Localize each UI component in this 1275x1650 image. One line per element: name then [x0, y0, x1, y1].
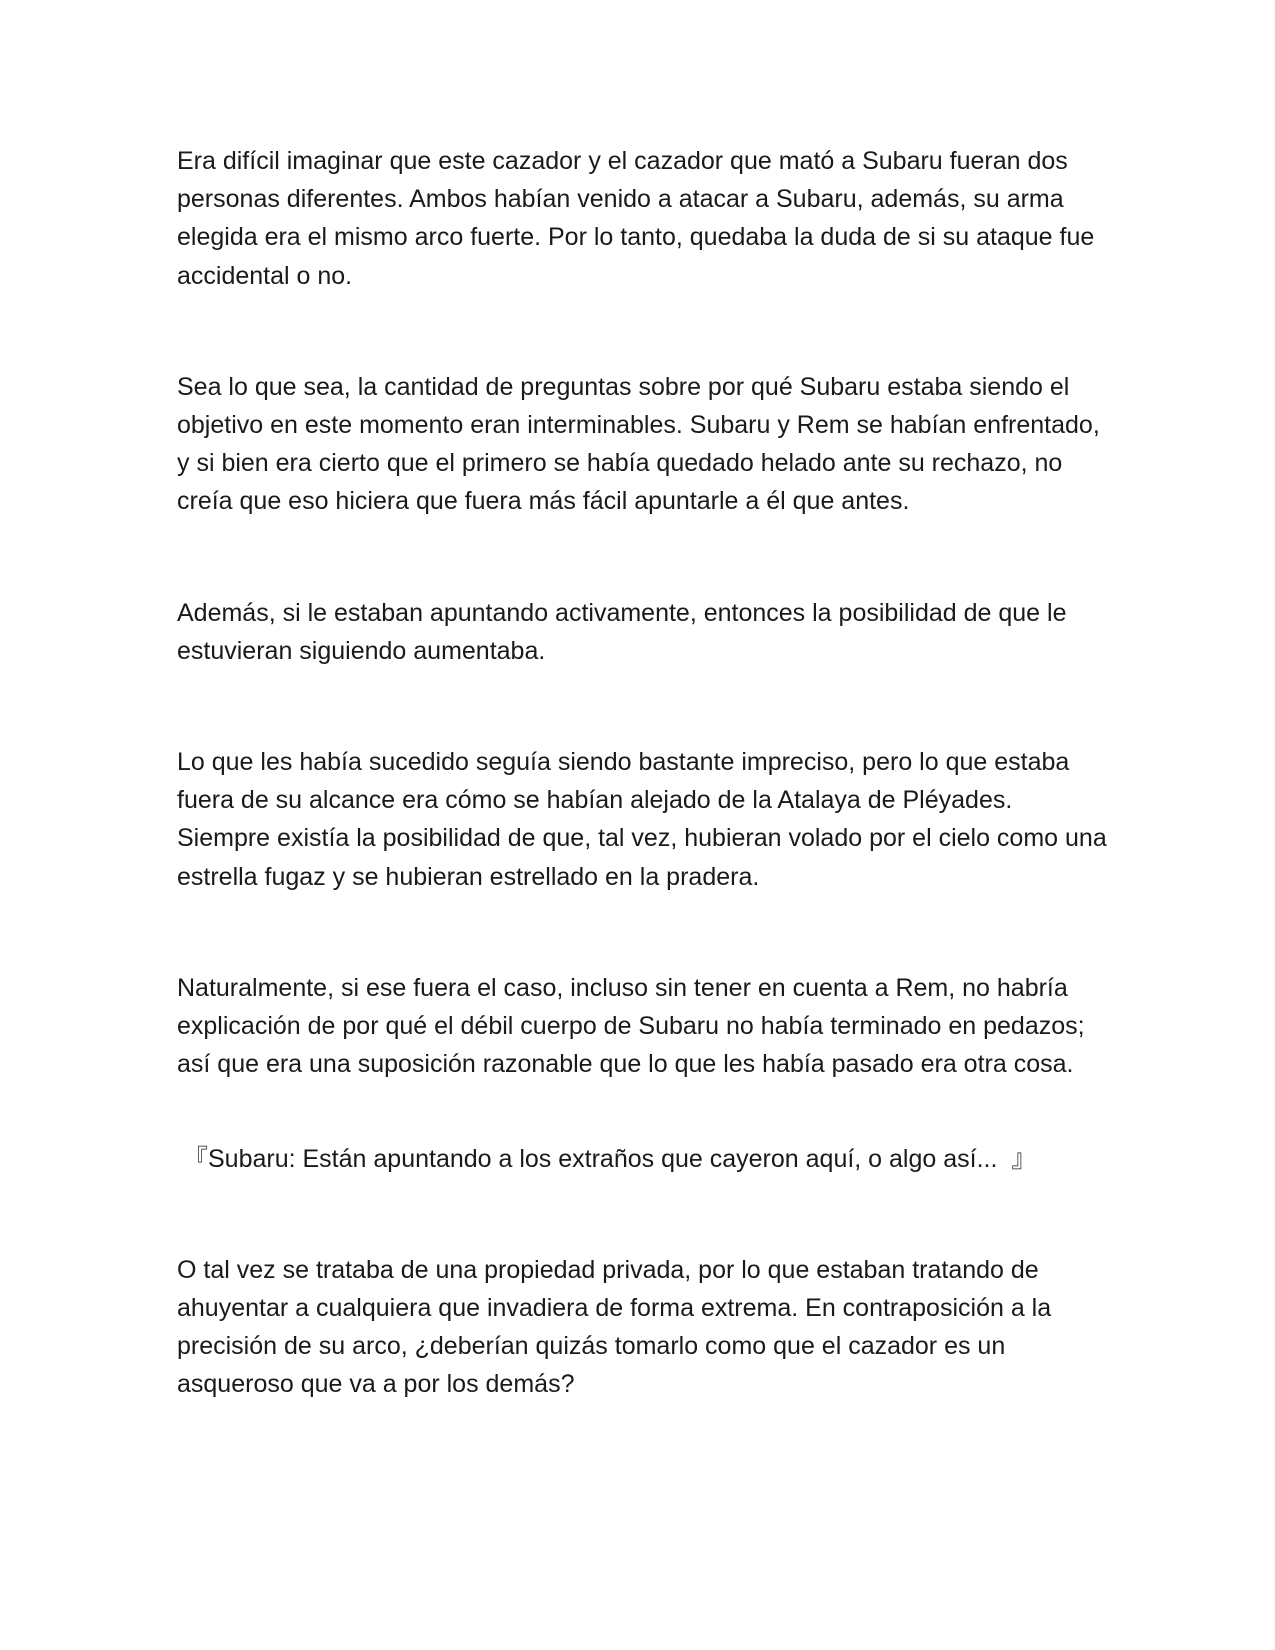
paragraph-3: Además, si le estaban apuntando activamente, entonces la posibilidad de que le estuvieran siguiendo aumentaba. [177, 598, 1067, 665]
paragraph-5: Naturalmente, si ese fuera el caso, incluso sin tener en cuenta a Rem, no habría explicación de por qué el débil cuerpo de Subaru no había terminado en pedazos; así que era una suposición razonable que lo que les había pasado era otra cosa. [177, 973, 1085, 1079]
paragraph-2: Sea lo que sea, la cantidad de preguntas sobre por qué Subaru estaba siendo el objetivo en este momento eran interminables. Subaru y Rem se habían enfrentado, y si bien era cierto que el primero se había quedado helado ante su rechazo, no creía que eso hiciera que fuera más fácil apuntarle a él que antes. [177, 372, 1100, 516]
paragraph-6: O tal vez se trataba de una propiedad privada, por lo que estaban tratando de ahuyentar a cualquiera que invadiera de forma extrema. En contraposición a la precisión de su arco, ¿deberían quizás tomarlo como que el cazador es un asqueroso que va a por los demás? [177, 1255, 1052, 1399]
paragraph-1: Era difícil imaginar que este cazador y el cazador que mató a Subaru fueran dos personas diferentes. Ambos habían venido a atacar a Subaru, además, su arma elegida era el mismo arco fuerte. Por lo tanto, quedaba la duda de si su ataque fue accidental o no. [177, 147, 1095, 290]
paragraph-4: Lo que les había sucedido seguía siendo bastante impreciso, pero lo que estaba fuera de su alcance era cómo se habían alejado de la Atalaya de Pléyades. Siempre existía la posibilidad de que, tal vez, hubieran volado por el cielo como una estrella fugaz y se hubieran estrellado en la pradera. [177, 748, 1107, 891]
dialogue-line: 『Subaru: Están apuntando a los extraños que cayeron aquí, o algo así... 』 [183, 1145, 1037, 1174]
document-body [177, 142, 1107, 1403]
